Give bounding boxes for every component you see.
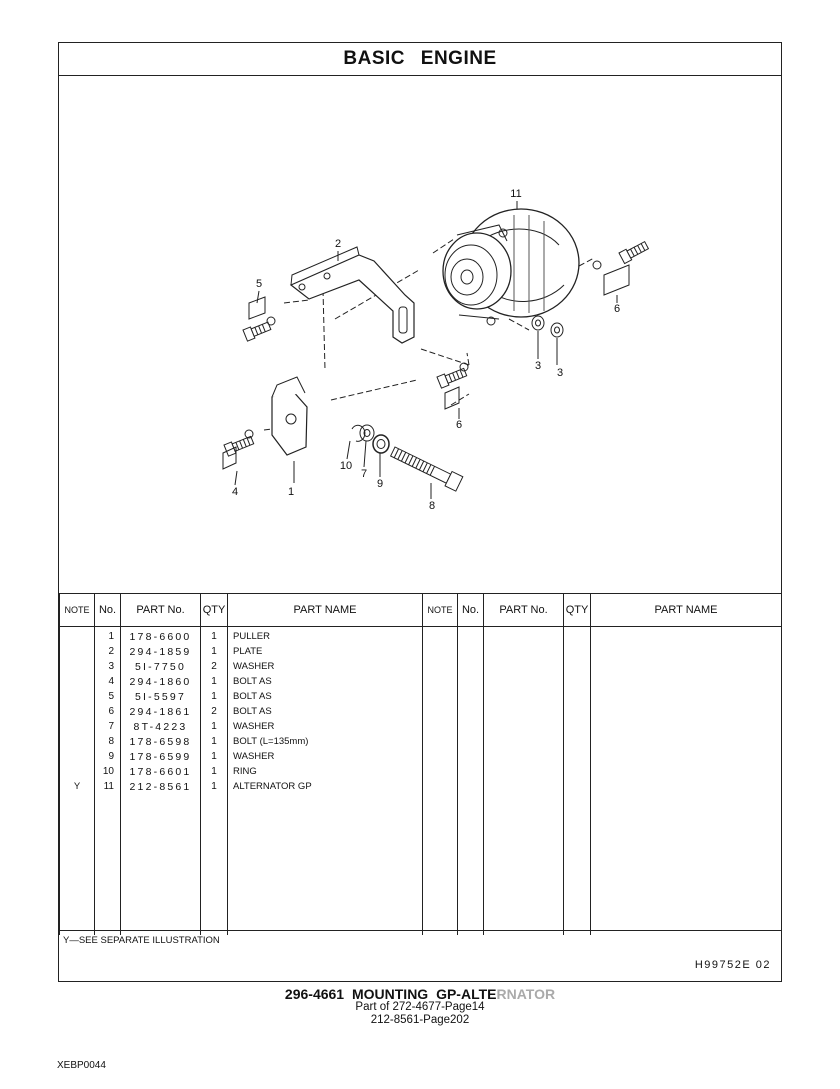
- callout-1: 1: [287, 486, 295, 498]
- exploded-view-drawing: [59, 75, 781, 593]
- empty-cell: [564, 764, 591, 779]
- empty-cell: [423, 704, 458, 719]
- callout-8: 8: [428, 500, 436, 512]
- illustration-reference: H99752E 02: [694, 959, 771, 971]
- empty-cell: [564, 794, 591, 935]
- empty-cell: [591, 764, 782, 779]
- empty-cell: [591, 689, 782, 704]
- row-part-name: WASHER: [228, 719, 423, 734]
- empty-cell: [484, 659, 564, 674]
- row-no: 1: [95, 627, 121, 645]
- group-caption: [0, 986, 840, 1002]
- caption-main: 296-4661 MOUNTING GP-ALTE: [284, 986, 497, 1002]
- row-part-no: 212-8561: [121, 779, 201, 794]
- col-part-no: PART No.: [121, 594, 201, 627]
- empty-cell: [484, 689, 564, 704]
- empty-cell: [423, 674, 458, 689]
- callout-3a: 3: [534, 360, 542, 372]
- row-qty: 1: [201, 734, 228, 749]
- col-no-right: No.: [458, 594, 484, 627]
- row-no: 8: [95, 734, 121, 749]
- col-qty-right: QTY: [564, 594, 591, 627]
- callout-6b: 6: [613, 303, 621, 315]
- row-note: [60, 627, 95, 645]
- empty-cell: [564, 719, 591, 734]
- row-qty: 2: [201, 704, 228, 719]
- row-qty: 1: [201, 764, 228, 779]
- table-footnote: [59, 930, 781, 983]
- caption-faded: RNATOR: [496, 986, 556, 1002]
- empty-cell: [201, 794, 228, 935]
- empty-cell: [458, 674, 484, 689]
- row-note: [60, 689, 95, 704]
- empty-cell: [458, 704, 484, 719]
- callout-5: 5: [255, 278, 263, 290]
- table-row: [60, 689, 782, 704]
- caption-part-of: Part of 272-4677-Page14: [355, 1001, 485, 1013]
- empty-cell: [228, 794, 423, 935]
- col-no: No.: [95, 594, 121, 627]
- row-part-no: 8T-4223: [121, 719, 201, 734]
- table-row: [60, 779, 782, 794]
- row-part-name: RING: [228, 764, 423, 779]
- row-no: 3: [95, 659, 121, 674]
- row-note: [60, 674, 95, 689]
- row-qty: 1: [201, 779, 228, 794]
- empty-cell: [458, 689, 484, 704]
- callout-10: 10: [339, 460, 353, 472]
- empty-cell: [423, 764, 458, 779]
- table-row: [60, 719, 782, 734]
- row-no: 7: [95, 719, 121, 734]
- col-note-right: NOTE: [423, 594, 458, 627]
- empty-cell: [484, 734, 564, 749]
- empty-cell: [484, 779, 564, 794]
- row-part-no: 5I-5597: [121, 689, 201, 704]
- row-qty: 1: [201, 719, 228, 734]
- table-filler-row: [60, 794, 782, 935]
- row-part-no: 178-6598: [121, 734, 201, 749]
- table-row: [60, 734, 782, 749]
- row-no: 6: [95, 704, 121, 719]
- table-row: [60, 749, 782, 764]
- empty-cell: [458, 764, 484, 779]
- empty-cell: [484, 704, 564, 719]
- empty-cell: [484, 749, 564, 764]
- row-part-no: 178-6600: [121, 627, 201, 645]
- empty-cell: [591, 719, 782, 734]
- empty-cell: [564, 644, 591, 659]
- callout-3b: 3: [556, 367, 564, 379]
- empty-cell: [458, 644, 484, 659]
- row-part-name: PULLER: [228, 627, 423, 645]
- empty-cell: [423, 719, 458, 734]
- row-part-no: 5I-7750: [121, 659, 201, 674]
- row-no: 4: [95, 674, 121, 689]
- row-no: 11: [95, 779, 121, 794]
- table-row: [60, 704, 782, 719]
- row-part-name: BOLT AS: [228, 689, 423, 704]
- empty-cell: [564, 749, 591, 764]
- empty-cell: [564, 689, 591, 704]
- parts-table-body: [60, 627, 782, 936]
- row-note: [60, 704, 95, 719]
- empty-cell: [484, 794, 564, 935]
- row-part-no: 178-6599: [121, 749, 201, 764]
- empty-cell: [423, 689, 458, 704]
- empty-cell: [458, 659, 484, 674]
- col-note: NOTE: [60, 594, 95, 627]
- empty-cell: [423, 659, 458, 674]
- empty-cell: [564, 704, 591, 719]
- callout-6a: 6: [455, 419, 463, 431]
- empty-cell: [484, 644, 564, 659]
- empty-cell: [591, 674, 782, 689]
- row-part-name: BOLT AS: [228, 674, 423, 689]
- callout-4: 4: [231, 486, 239, 498]
- empty-cell: [484, 719, 564, 734]
- callout-2: 2: [334, 238, 342, 250]
- row-part-name: PLATE: [228, 644, 423, 659]
- empty-cell: [591, 794, 782, 935]
- empty-cell: [423, 749, 458, 764]
- row-part-name: BOLT (L=135mm): [228, 734, 423, 749]
- footnote-text: Y—SEE SEPARATE ILLUSTRATION: [63, 935, 220, 946]
- empty-cell: [564, 674, 591, 689]
- table-row: [60, 764, 782, 779]
- table-row: [60, 644, 782, 659]
- row-no: 10: [95, 764, 121, 779]
- col-part-no-right: PART No.: [484, 594, 564, 627]
- row-note: [60, 719, 95, 734]
- callout-9: 9: [376, 478, 384, 490]
- row-part-no: 294-1860: [121, 674, 201, 689]
- empty-cell: [95, 794, 121, 935]
- row-note: [60, 764, 95, 779]
- parts-list-table: [59, 593, 782, 935]
- empty-cell: [564, 659, 591, 674]
- caption-page-ref: 212-8561-Page202: [370, 1014, 470, 1026]
- empty-cell: [458, 627, 484, 645]
- table-row: [60, 627, 782, 645]
- callout-11: 11: [510, 188, 522, 200]
- row-qty: 2: [201, 659, 228, 674]
- row-qty: 1: [201, 689, 228, 704]
- table-row: [60, 674, 782, 689]
- empty-cell: [591, 734, 782, 749]
- row-note: Y: [60, 779, 95, 794]
- table-row: [60, 659, 782, 674]
- empty-cell: [121, 794, 201, 935]
- empty-cell: [564, 627, 591, 645]
- empty-cell: [591, 749, 782, 764]
- catalog-sheet: [58, 42, 782, 982]
- empty-cell: [591, 659, 782, 674]
- row-no: 2: [95, 644, 121, 659]
- callout-7: 7: [360, 468, 368, 480]
- empty-cell: [458, 794, 484, 935]
- empty-cell: [423, 779, 458, 794]
- empty-cell: [564, 734, 591, 749]
- col-qty: QTY: [201, 594, 228, 627]
- row-note: [60, 749, 95, 764]
- empty-cell: [484, 674, 564, 689]
- row-part-name: WASHER: [228, 749, 423, 764]
- col-part-name-right: PART NAME: [591, 594, 782, 627]
- row-qty: 1: [201, 627, 228, 645]
- row-no: 9: [95, 749, 121, 764]
- exploded-view-illustration: [59, 75, 781, 593]
- empty-cell: [423, 734, 458, 749]
- empty-cell: [591, 644, 782, 659]
- document-code: XEBP0044: [57, 1060, 106, 1071]
- row-note: [60, 644, 95, 659]
- row-part-no: 294-1861: [121, 704, 201, 719]
- row-part-name: BOLT AS: [228, 704, 423, 719]
- row-part-name: WASHER: [228, 659, 423, 674]
- empty-cell: [564, 779, 591, 794]
- row-note: [60, 734, 95, 749]
- empty-cell: [458, 734, 484, 749]
- page-title: BASIC ENGINE: [59, 43, 781, 76]
- row-part-name: ALTERNATOR GP: [228, 779, 423, 794]
- empty-cell: [484, 764, 564, 779]
- empty-cell: [423, 644, 458, 659]
- table-header-row: [60, 594, 782, 627]
- row-qty: 1: [201, 644, 228, 659]
- empty-cell: [591, 704, 782, 719]
- empty-cell: [458, 749, 484, 764]
- empty-cell: [458, 719, 484, 734]
- row-part-no: 178-6601: [121, 764, 201, 779]
- empty-cell: [458, 779, 484, 794]
- empty-cell: [591, 779, 782, 794]
- row-qty: 1: [201, 674, 228, 689]
- col-part-name: PART NAME: [228, 594, 423, 627]
- empty-cell: [591, 627, 782, 645]
- empty-cell: [60, 794, 95, 935]
- empty-cell: [484, 627, 564, 645]
- row-no: 5: [95, 689, 121, 704]
- empty-cell: [423, 794, 458, 935]
- row-note: [60, 659, 95, 674]
- row-qty: 1: [201, 749, 228, 764]
- row-part-no: 294-1859: [121, 644, 201, 659]
- empty-cell: [423, 627, 458, 645]
